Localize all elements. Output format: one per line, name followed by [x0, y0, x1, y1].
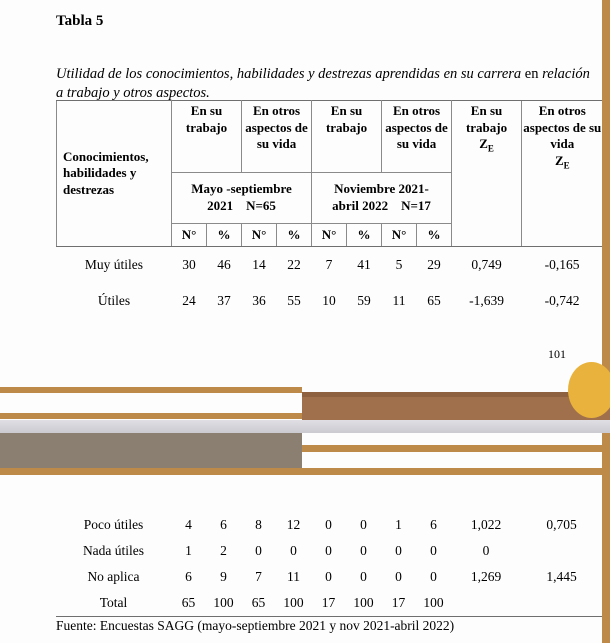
row-label: Poco útiles: [83, 517, 144, 532]
cell: 11: [392, 292, 406, 308]
cell: 5: [395, 256, 403, 272]
table-title: Tabla 5: [56, 13, 104, 29]
col-group-2: En otros aspectos de su vida: [242, 101, 312, 173]
cell: 1,022: [470, 517, 502, 532]
cell: 24: [182, 292, 196, 308]
cell: 0: [430, 569, 437, 584]
cell: 37: [217, 292, 231, 308]
ornament-line-bottom: [0, 468, 610, 475]
caption-normal-part: en: [521, 65, 543, 82]
cell: 6: [185, 569, 192, 584]
cell: 65: [427, 292, 441, 308]
cell: 1,445: [546, 569, 577, 584]
col-group-4: En otros aspectos de su vida: [382, 101, 452, 173]
subheader-cell: N°: [382, 224, 417, 247]
period-2-line1: Noviembre 2021-: [334, 181, 429, 197]
cell: 17: [381, 590, 416, 616]
cell: 12: [286, 517, 301, 532]
cell: 0,749: [471, 256, 502, 272]
cell: 46: [217, 256, 231, 272]
cell: 0: [360, 569, 367, 584]
cell: 17: [311, 590, 346, 616]
period-2-line2: abril 2022 N=17: [332, 198, 431, 213]
cell: 1: [395, 517, 402, 532]
right-edge-bar: [602, 0, 610, 643]
cell: 0: [360, 517, 367, 532]
subheader-cell: N°: [172, 224, 207, 247]
cell: 41: [357, 256, 371, 272]
cell: 0: [430, 543, 437, 558]
col-group-3: En su trabajo: [312, 101, 382, 173]
row-label: No aplica: [87, 569, 140, 584]
period-1-line1: Mayo -septiembre: [191, 181, 292, 197]
table-row: [57, 247, 603, 283]
period-1-line2: 2021 N=65: [207, 198, 276, 213]
ornament-silver-band: [0, 420, 610, 433]
cell: 0: [395, 543, 402, 558]
ornament-line-mid-left: [0, 413, 302, 419]
cell: 0: [290, 543, 297, 558]
subheader-cell: %: [347, 224, 382, 247]
subheader-cell: N°: [312, 224, 347, 247]
cell: 10: [322, 292, 336, 308]
cell: 36: [252, 292, 266, 308]
period-2: [312, 173, 452, 224]
cell: 0: [325, 569, 332, 584]
subheader-cell: %: [277, 224, 312, 247]
cell: 22: [287, 256, 301, 272]
cell: 0: [395, 569, 402, 584]
cell: 29: [427, 256, 441, 272]
cell: 65: [241, 590, 276, 616]
col-group-1: En su trabajo: [172, 101, 242, 173]
cell: 6: [220, 517, 227, 532]
cell: 6: [430, 517, 437, 532]
caption-italic-part1: Utilidad de los conocimientos, habilidades y destrezas aprendidas en su carrera: [56, 65, 522, 82]
cell: 0: [325, 543, 332, 558]
cell: 8: [255, 517, 262, 532]
cell: -0,165: [544, 256, 580, 272]
source-note: Fuente: Encuestas SAGG (mayo-septiembre 2021 y nov 2021-abril 2022): [56, 618, 455, 633]
cell: 9: [220, 569, 227, 584]
cell: 100: [416, 590, 451, 616]
ornament-taupe-block: [0, 433, 302, 468]
cell: 100: [276, 590, 311, 616]
cell: 2: [220, 543, 227, 558]
row-label: Total: [56, 590, 171, 616]
table-row: [56, 512, 602, 538]
cell: 7: [325, 256, 333, 272]
ornament-brown-block: [302, 397, 610, 420]
table-caption: [56, 65, 590, 104]
page-number: 101: [548, 347, 566, 361]
table-row: [57, 283, 603, 319]
stub-header: Conocimientos, habilidades y destrezas: [57, 101, 172, 247]
cell: 7: [255, 569, 262, 584]
cell: 0: [360, 543, 367, 558]
z-column-1-label: En su trabajo: [465, 103, 508, 135]
cell: 55: [287, 292, 301, 308]
subheader-cell: %: [417, 224, 452, 247]
cell: 30: [182, 256, 196, 272]
subheader-cell: %: [207, 224, 242, 247]
table-row-total: [56, 590, 602, 616]
cell: 100: [206, 590, 241, 616]
gold-circle: [568, 362, 610, 418]
ornament-line-top-left: [0, 387, 302, 393]
cell: 0: [325, 517, 332, 532]
cell: 11: [287, 569, 300, 584]
cell: 0: [255, 543, 262, 558]
subheader-cell: N°: [242, 224, 277, 247]
data-table-top: [56, 100, 603, 319]
z-column-1: [452, 101, 522, 247]
cell: 0: [482, 543, 490, 558]
data-table-bottom: [56, 512, 602, 617]
z-symbol-1: $Z_E$: [479, 136, 494, 154]
cell: 65: [171, 590, 206, 616]
cell: 0,705: [546, 517, 577, 532]
cell: 1,269: [470, 569, 502, 584]
cell: [451, 590, 521, 616]
cell: -1,639: [469, 292, 504, 308]
z-column-2: [522, 101, 603, 247]
cell: 1: [185, 543, 192, 558]
cell: -0,742: [544, 292, 580, 308]
z-symbol-2: $Z_E$: [554, 152, 570, 171]
caption-italic-part2: relación a trabajo y otros aspectos.: [56, 65, 590, 101]
cell: 59: [357, 292, 371, 308]
table-row: [56, 538, 602, 564]
cell: 100: [346, 590, 381, 616]
cell: [521, 538, 602, 564]
row-label: Muy útiles: [84, 256, 144, 272]
cell: [521, 590, 602, 616]
row-label: Nada útiles: [82, 543, 145, 558]
period-1: [172, 173, 312, 224]
row-label: Útiles: [97, 292, 131, 308]
cell: 4: [185, 517, 192, 532]
ornament-line-right: [302, 445, 610, 452]
table-row: [56, 564, 602, 590]
z-column-2-label: En otros aspectos de su vida: [523, 103, 602, 152]
cell: 14: [252, 256, 266, 272]
